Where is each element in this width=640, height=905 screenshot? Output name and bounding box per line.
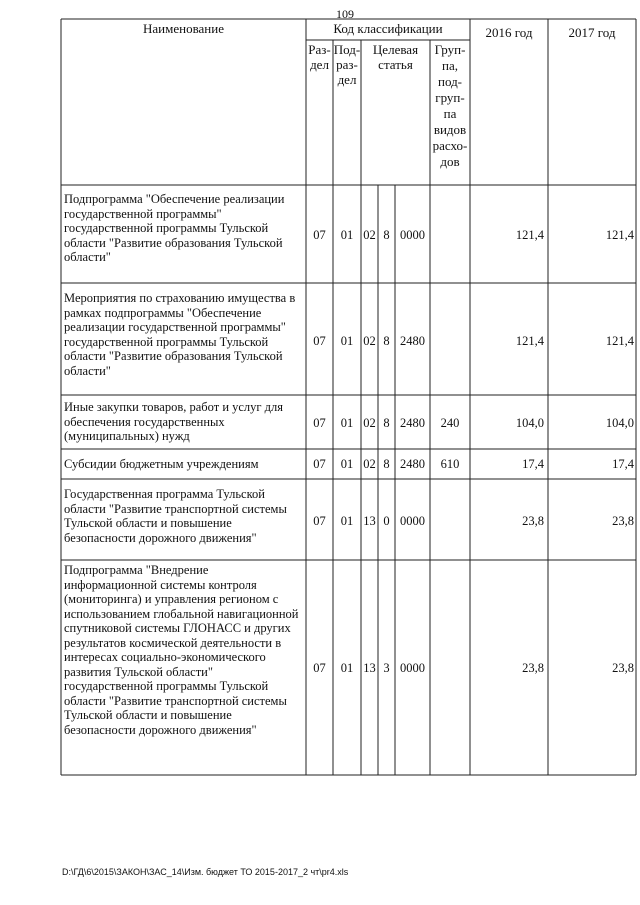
row-cs1: 02 <box>363 228 376 242</box>
row-cs3: 2480 <box>400 457 425 471</box>
row-razdel: 07 <box>313 228 326 242</box>
row-razdel: 07 <box>313 416 326 430</box>
row-cs1: 02 <box>363 457 376 471</box>
row-name: Мероприятия по страхованию имущества в рамках подпрограммы "Обеспечение реализации государственной программы" государственной программы Тульской области "Развитие образования Тульской области" <box>64 291 296 378</box>
row-cs1: 13 <box>363 661 376 675</box>
header-razdel: Раз- дел <box>308 42 331 72</box>
row-cs2: 8 <box>383 334 390 348</box>
row-podrazdel: 01 <box>340 457 354 471</box>
header-code-group: Код классификации <box>333 21 443 36</box>
row-value-2016: 121,4 <box>515 228 544 242</box>
row-name: Иные закупки товаров, работ и услуг для обеспечения государственных (муниципальных) нужд <box>64 400 284 443</box>
header-name: Наименование <box>143 21 224 36</box>
row-razdel: 07 <box>313 661 326 675</box>
row-value-2017: 121,4 <box>605 228 634 242</box>
page-number: 109 <box>336 7 354 21</box>
row-podrazdel: 01 <box>340 334 354 348</box>
header-target-article: Целевая статья <box>372 42 419 72</box>
row-podrazdel: 01 <box>340 514 354 528</box>
row-value-2017: 121,4 <box>605 334 634 348</box>
row-name: Подпрограмма "Внедрение информационной системы контроля (мониторинга) и управления регионом с использованием глобальной навигационной спутниковой системы ГЛОНАСС и других результатов космической деятельности в интересах социально-экономического развития Тульской области" государственной программы Тульской области "Развитие транспортной системы Тульской области и повышение безопасности дорожного движения" <box>64 563 299 737</box>
row-cs3: 0000 <box>400 514 425 528</box>
row-cs1: 13 <box>363 514 376 528</box>
row-razdel: 07 <box>313 334 326 348</box>
row-cs1: 02 <box>363 416 376 430</box>
row-cs1: 02 <box>363 334 376 348</box>
row-cs2: 3 <box>383 661 390 675</box>
footer-file-path: D:\ГД\6\2015\ЗАКОН\ЗАС_14\Изм. бюджет ТО 2015-2017_2 чт\pr4.xls <box>62 867 349 877</box>
row-razdel: 07 <box>313 514 326 528</box>
row-value-2016: 121,4 <box>515 334 544 348</box>
row-value-2017: 104,0 <box>605 416 634 430</box>
row-cs2: 8 <box>383 416 390 430</box>
row-cs3: 2480 <box>400 416 425 430</box>
row-value-2016: 17,4 <box>522 457 544 471</box>
row-podrazdel: 01 <box>340 416 354 430</box>
row-value-2017: 17,4 <box>612 457 634 471</box>
header-expense-group: Груп- па, под- груп- па видов расхо- дов <box>432 42 468 169</box>
row-cs2: 8 <box>383 228 390 242</box>
row-group: 240 <box>440 416 460 430</box>
header-podrazdel: Под- раз- дел <box>333 42 361 87</box>
row-cs3: 0000 <box>400 661 425 675</box>
header-year-2016: 2016 год <box>485 25 533 40</box>
row-name: Субсидии бюджетным учреждениям <box>64 457 259 471</box>
row-cs2: 0 <box>383 514 390 528</box>
row-cs3: 2480 <box>400 334 425 348</box>
row-cs3: 0000 <box>400 228 425 242</box>
row-podrazdel: 01 <box>340 661 354 675</box>
header-year-2017: 2017 год <box>568 25 616 40</box>
row-value-2016: 104,0 <box>515 416 544 430</box>
row-name: Подпрограмма "Обеспечение реализации государственной программы" государственной программы Тульской области "Развитие образования Тульской области" <box>64 192 285 264</box>
row-group: 610 <box>440 457 460 471</box>
row-name: Государственная программа Тульской области "Развитие транспортной системы Тульской области и повышение безопасности дорожного движения" <box>64 487 287 545</box>
row-cs2: 8 <box>383 457 390 471</box>
row-value-2016: 23,8 <box>522 661 544 675</box>
row-podrazdel: 01 <box>340 228 354 242</box>
row-value-2016: 23,8 <box>522 514 544 528</box>
row-value-2017: 23,8 <box>612 514 634 528</box>
row-razdel: 07 <box>313 457 326 471</box>
row-value-2017: 23,8 <box>612 661 634 675</box>
